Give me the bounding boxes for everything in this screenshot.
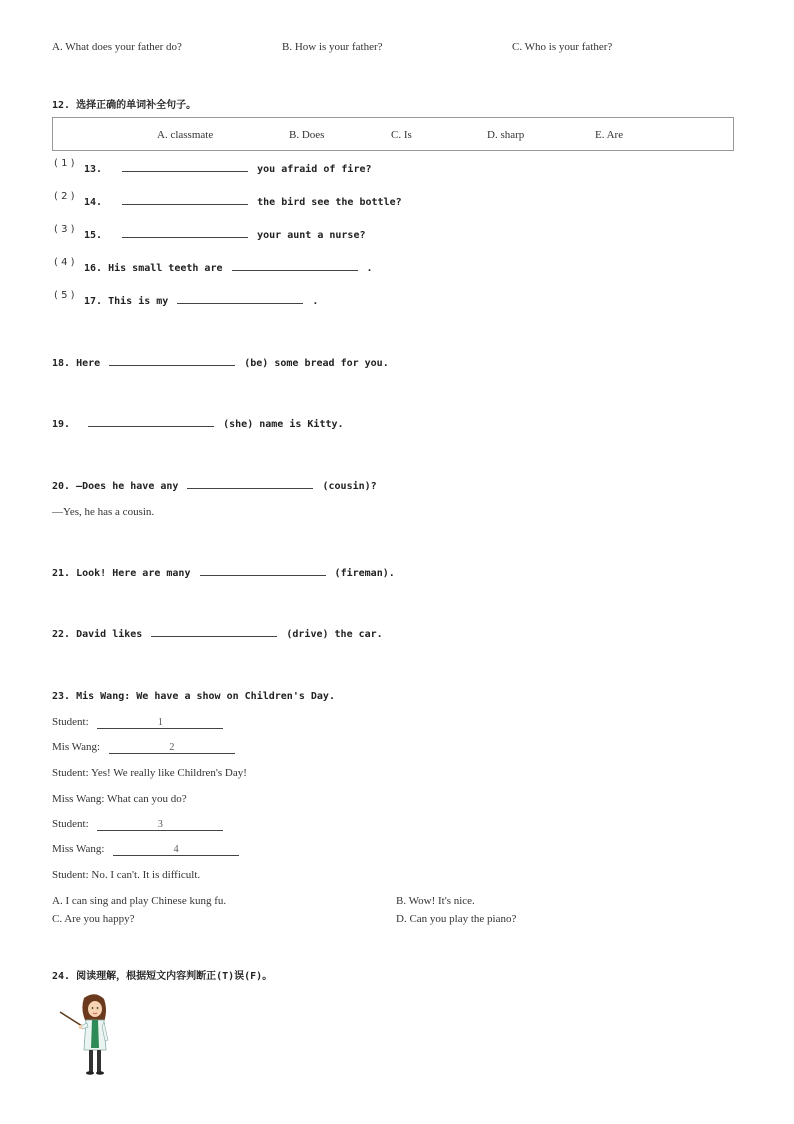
q23-title: 23. Mis Wang: We have a show on Children's Day. [52,691,335,702]
question-text: you afraid of fire? [257,164,372,175]
speaker: Mis Wang: [52,741,101,753]
q23-option-b: B. Wow! It's nice. [396,895,475,907]
question-text: 22. David likes [52,629,143,640]
q11-option-c: C. Who is your father? [512,41,613,53]
sub-index: ( 1 ) [54,158,75,169]
word-bank-item: D. sharp [487,129,525,141]
speaker: Student: [52,716,89,728]
question-text: 21. Look! Here are many [52,568,191,579]
sub-index: ( 4 ) [54,257,75,268]
question-text: the bird see the bottle? [257,197,402,208]
speaker: Student: [52,818,89,830]
answer-blank[interactable] [122,170,248,172]
question-text: This is my [108,296,169,307]
sub-index: ( 5 ) [54,290,75,301]
question-19 [52,419,344,430]
sub-question-1 [54,157,75,169]
question-14 [84,197,402,208]
dialogue-line [52,716,223,729]
dialogue-line: Student: No. I can't. It is difficult. [52,869,201,881]
question-22 [52,629,383,640]
q23-option-c: C. Are you happy? [52,913,135,925]
q11-option-b: B. How is your father? [282,41,383,53]
answer-blank[interactable] [232,269,358,271]
word-bank-item: B. Does [289,129,325,141]
question-number: 17. [84,296,103,307]
sub-question-5 [54,289,75,301]
pointer-stick [60,1012,82,1026]
question-text: . [366,263,373,274]
q23-option-a: A. I can sing and play Chinese kung fu. [52,895,227,907]
question-17 [84,296,318,307]
question-text: 19. [52,419,71,430]
question-16 [84,263,373,274]
question-number: 13. [84,164,103,175]
question-15 [84,230,366,241]
question-number: 14. [84,197,103,208]
question-13 [84,164,372,175]
dialogue-line: Miss Wang: What can you do? [52,793,187,805]
dialogue-blank[interactable]: 4 [113,844,239,856]
dialogue-line [52,741,235,754]
question-text: (drive) the car. [286,629,383,640]
question-21 [52,568,395,579]
question-text: your aunt a nurse? [257,230,366,241]
question-text: His small teeth are [108,263,223,274]
word-bank-item: A. classmate [157,129,214,141]
answer-blank[interactable] [122,236,248,238]
answer-blank[interactable] [187,487,313,489]
question-text: (she) name is Kitty. [223,419,344,430]
answer-blank[interactable] [88,425,214,427]
word-bank-item: C. Is [391,129,412,141]
word-bank-item: E. Are [595,129,624,141]
answer-blank[interactable] [200,574,326,576]
answer-blank[interactable] [151,635,277,637]
dialogue-blank[interactable]: 3 [97,819,223,831]
question-text: (fireman). [334,568,395,579]
question-text: 20. —Does he have any [52,481,179,492]
q12-title: 12. 选择正确的单词补全句子。 [52,100,197,111]
question-number: 15. [84,230,103,241]
speaker: Miss Wang: [52,843,105,855]
q24-title: 24. 阅读理解，根据短文内容判断正(T)误(F)。 [52,971,273,982]
question-18 [52,358,389,369]
sub-index: ( 2 ) [54,191,75,202]
sub-question-2 [54,190,75,202]
question-20 [52,481,377,492]
q20-answer: —Yes, he has a cousin. [52,506,155,518]
answer-blank[interactable] [109,364,235,366]
sub-index: ( 3 ) [54,224,75,235]
dialogue-line: Student: Yes! We really like Children's Day! [52,767,247,779]
dialogue-blank[interactable]: 1 [97,717,223,729]
question-text: . [312,296,319,307]
q23-option-d: D. Can you play the piano? [396,913,517,925]
answer-blank[interactable] [122,203,248,205]
question-text: (cousin)? [322,481,377,492]
question-text: 18. Here [52,358,101,369]
sub-question-3 [54,223,75,235]
question-number: 16. [84,263,103,274]
word-bank-box [52,117,734,151]
dialogue-line [52,818,223,831]
question-text: (be) some bread for you. [244,358,389,369]
answer-blank[interactable] [177,302,303,304]
dialogue-line [52,843,239,856]
q11-option-a: A. What does your father do? [52,41,182,53]
teacher-illustration [58,992,118,1078]
sub-question-4 [54,256,75,268]
dialogue-blank[interactable]: 2 [109,742,235,754]
